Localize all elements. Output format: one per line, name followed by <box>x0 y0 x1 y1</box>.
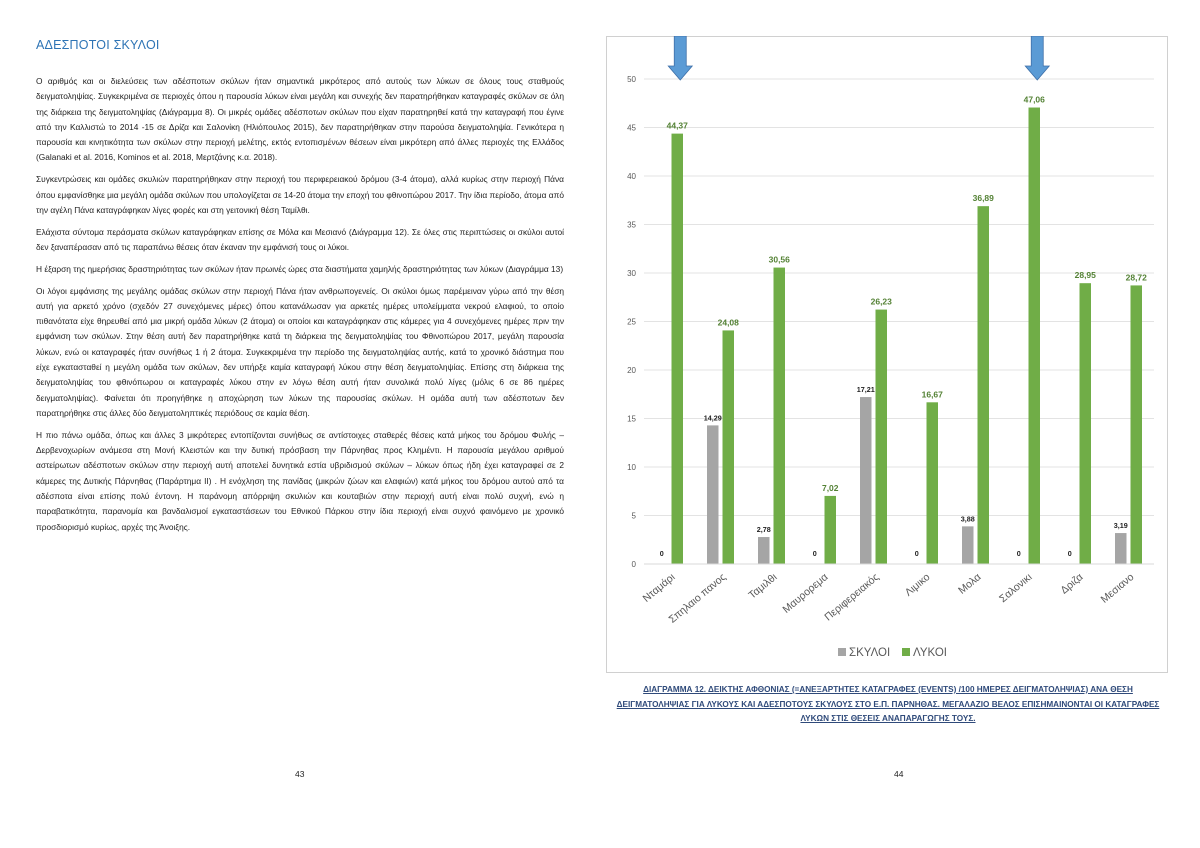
y-tick-label: 5 <box>631 511 636 521</box>
bar-wolves <box>723 330 735 564</box>
data-label-wolves: 47,06 <box>1023 94 1045 105</box>
legend-swatch-wolves <box>902 648 910 656</box>
data-label-dogs: 17,21 <box>856 385 875 395</box>
bar-wolves <box>978 206 990 564</box>
bar-wolves <box>876 310 888 564</box>
category-label: Νταμάρι <box>640 571 678 605</box>
y-tick-label: 30 <box>627 269 636 278</box>
bar-dogs <box>962 526 974 564</box>
body-text <box>36 74 564 541</box>
data-label-dogs: 3,19 <box>1113 521 1128 531</box>
bar-chart <box>606 36 1168 673</box>
section-title: ΑΔΕΣΠΟΤΟΙ ΣΚΥΛΟΙ <box>36 38 160 52</box>
paragraph: Ελάχιστα σύντομα περάσματα σκύλων καταγράφηκαν επίσης σε Μόλα και Μεσιανό (Διάγραμμα 12). Σε όλες στις περιπτώσεις οι σκύλοι αυτοί δεν ξαναπέρασαν από τις παραπάνω θέσεις όταν έκαναν την εμφάνισή τους οι λύκοι. <box>36 226 564 252</box>
data-label-wolves: 24,08 <box>717 317 739 328</box>
bar-dogs <box>1115 533 1127 564</box>
bar-wolves <box>927 402 939 564</box>
bar-wolves <box>672 134 684 564</box>
arrow-marker-icon <box>1025 36 1049 80</box>
figure-caption: ΔΙΑΓΡΑΜΜΑ 12. ΔΕΙΚΤΗΣ ΑΦΘΟΝΙΑΣ (=ΑΝΕΞΑΡΤΗΤΕΣ ΚΑΤΑΓΡΑΦΕΣ (EVENTS) /100 ΗΜΕΡΕΣ ΔΕΙΓΜΑΤΟΛΗΨΙΑΣ) ΑΝΑ ΘΕΣΗ ΔΕΙΓΜΑΤΟΛΗΨΙΑΣ ΓΙΑ ΛΥΚΟΥΣ ΚΑΙ ΑΔΕΣΠΟΤΟΥΣ ΣΚΥΛΟΥΣ ΣΤΟ Ε.Π. ΠΑΡΝΗΘΑΣ. ΜΕΓΑΛΑΖΙΟ ΒΕΛΟΣ ΕΠΙΣΗΜΑΙΝΟΝΤΑΙ ΟΙ ΚΑΤΑΓΡΑΦΕΣ ΛΥΚΩΝ ΣΤΙΣ ΘΕΣΕΙΣ ΑΝΑΠΑΡΑΓΩΓΗΣ ΤΟΥΣ. <box>616 685 1160 724</box>
bar-wolves <box>1029 108 1041 564</box>
y-tick-label: 20 <box>627 366 636 375</box>
category-label: Σαλονικι <box>997 571 1035 606</box>
page-number-left: 43 <box>295 769 305 779</box>
y-tick-label: 25 <box>627 317 636 327</box>
data-label-dogs: 3,88 <box>960 514 975 524</box>
paragraph: Η έξαρση της ημερήσιας δραστηριότητας των σκύλων ήταν πρωινές ώρες στα διαστήματα χαμηλής δραστηριότητας των λύκων (Διαγράμμα 13) <box>36 263 564 274</box>
y-tick-label: 10 <box>627 463 636 472</box>
data-label-wolves: 30,56 <box>768 254 790 265</box>
y-tick-label: 0 <box>631 560 636 569</box>
data-label-wolves: 26,23 <box>870 296 892 307</box>
data-label-dogs: 0 <box>812 549 817 558</box>
legend-label-dogs: ΣΚΥΛΟΙ <box>849 647 891 659</box>
paragraph: Συγκεντρώσεις και ομάδες σκυλιών παρατηρήθηκαν στην περιοχή του περιφερειακού δρόμου (3-4 άτομα), αλλά κυρίως στην περιοχή Πάνα όπου εμφανίσθηκε μια μεγάλη ομάδα σκύλων που υπολογίζεται σε 14-20 άτομα την εποχή του φθινοπώρου 2017. Την ίδια περίοδο, άτομα από την αγέλη Πάνα καταγράφηκαν λίγες φορές και στη γειτονική θέση Ταμίλθι. <box>36 174 564 215</box>
bar-wolves <box>774 268 786 564</box>
legend-label-wolves: ΛΥΚΟΙ <box>913 647 947 659</box>
bar-wolves <box>1080 283 1092 564</box>
data-label-dogs: 0 <box>914 549 919 558</box>
y-tick-label: 40 <box>627 172 636 181</box>
data-label-wolves: 44,37 <box>666 120 688 131</box>
category-label: Περιφερειακός <box>822 571 882 624</box>
y-tick-label: 15 <box>627 414 636 424</box>
bar-dogs <box>758 537 770 564</box>
category-label: Μολα <box>956 571 984 597</box>
arrow-marker-icon <box>668 36 692 80</box>
legend-swatch-dogs <box>838 648 846 656</box>
data-label-wolves: 16,67 <box>921 389 943 400</box>
data-label-dogs: 0 <box>659 549 664 558</box>
category-label: Μεσιανο <box>1098 571 1137 606</box>
y-tick-label: 50 <box>627 75 636 84</box>
data-label-dogs: 0 <box>1067 549 1072 558</box>
category-label: Λιμικο <box>902 571 933 599</box>
y-tick-label: 35 <box>627 220 636 230</box>
category-label: Μαυρορεμα <box>780 571 831 616</box>
y-tick-label: 45 <box>627 123 636 133</box>
bar-wolves <box>825 496 837 564</box>
page-number-right: 44 <box>894 769 904 779</box>
data-label-dogs: 14,29 <box>703 413 722 423</box>
bar-dogs <box>860 397 872 564</box>
bar-wolves <box>1131 285 1143 564</box>
data-label-wolves: 28,95 <box>1074 270 1096 281</box>
data-label-wolves: 7,02 <box>821 482 839 493</box>
category-label: Σπηλαιο πανος <box>666 571 729 626</box>
data-label-wolves: 28,72 <box>1125 272 1147 283</box>
data-label-dogs: 0 <box>1016 549 1021 558</box>
data-label-dogs: 2,78 <box>756 525 771 535</box>
data-label-wolves: 36,89 <box>972 193 994 204</box>
paragraph: Οι λόγοι εμφάνισης της μεγάλης ομάδας σκύλων στην περιοχή Πάνα ήταν ανθρωπογενείς. Οι σκύλοι όμως παρέμειναν γύρω από την θέση αυτή για αρκετό χρόνο (σχεδόν 27 συνεχόμενες μέρες) όπου κατανάλωσαν για αρκετές ημέρες υπολείμματα νεκρού ελαφιού, το οποίο πιθανότατα είχε θηρευθεί από μια μικρή ομάδα λύκων (2 άτομα) οι οποίοι και καταγράφηκαν στις κάμερες για 4 συνεχόμενες ημέρες πριν την εμφάνιση των σκύλων. Στην θέση αυτή δεν παρατηρήθηκε κατά τη διάρκεια της δειγματοληψίας του Φθινοπώρου 2017, μεγάλη παρουσία λύκων, ενώ οι καταγραφές ήταν συνήθως 1 ή 2 άτομα. Συγκεκριμένα την περίοδο της δειγματοληψίας αυτής, κατά το χρονικό διάστημα που είχε εγκατασταθεί η μεγάλη ομάδα των σκύλων, δεν υπήρξε καμία καταγραφή λύκου στην θέση δειγματοληψίας. Επίσης στη διάρκεια της δειγματοληψίας του φθινόπωρου οι καταγραφές λύκου στην εν λόγω θέση αυτή ήταν συνολικά πολύ λίγες (μόλις 6 σε 86 ημέρες δειγματοληψίας). Φαίνεται ότι προηγήθηκε η αποχώρηση των λύκων της παρουσίας σκύλων. Η ομάδα αυτή των αδέσποτων δεν παρατηρήθηκε στις άλλες δύο δειγματοληπτικές περιόδους σε καμία θέση. <box>36 285 564 418</box>
paragraph: Ο αριθμός και οι διελεύσεις των αδέσποτων σκύλων ήταν σημαντικά μικρότερος από αυτούς των λύκων σε όλους τους σταθμούς δειγματοληψίας. Συγκεκριμένα σε περιοχές όπου η παρουσία λύκων είναι μεγάλη και συνεχής δεν παρατηρήθηκαν καταγραφές σκύλων σε όλη της διάρκεια της δειγματοληψίας (Διάγραμμα 8). Οι μικρές ομάδες αδέσποτων σκύλων που είχαν παρατηρηθεί κατά την καταγραφή που έγινε από την Καλλιστώ το 2014 -15 σε Δρίζα και Σαλονίκη (Ηλιόπουλος 2015), δεν παρατηρήθηκαν στην παρούσα δειγματοληψία. Γενικότερα η παρουσία και κινητικότητα των σκύλων στην περιοχή μελέτης, εκτός εντοπισμένων θέσεων είναι μικρότερη από άλλες περιοχές της Ελλάδος (Galanaki et al. 2016, Kominos et al. 2018, Μερτζάνης κ.α. 2018). <box>36 76 564 163</box>
category-label: Δριζα <box>1058 571 1086 597</box>
bar-dogs <box>707 425 719 564</box>
paragraph: Η πιο πάνω ομάδα, όπως και άλλες 3 μικρότερες εντοπίζονται συνήθως σε αντίστοιχες σταθερές θέσεις κατά μήκος του δρόμου Φυλής – Δερβενοχωρίων ανάμεσα στη Μονή Κλειστών και την δυτική πρόσβαση την Πάρνηθας προς Κλημέντι. Η παρουσία μεγάλου αριθμού αστείρωτων αδέσποτων σκύλων στην περιοχή αυτή αποτελεί δυνητικά εστία υβριδισμού σκύλων – λύκων όπως ήδη έχει καταγραφεί σε 2 κάμερες της Δυτικής Πάρνηθας (Παράρτημα ΙΙ) . Η ενόχληση της πανίδας (μικρών ζώων και ελαφιών) κατά μήκος του δρόμου αυτού από τα αδέσποτα είναι επίσης πολύ έντονη. Η παράνομη απόρριψη σκυλιών και κουταβιών στην περιοχή αυτή είναι πολύ συχνή, ενώ η παραβατικότητα, παρανομία και βανδαλισμοί εγκαταστάσεων του Εθνικού Πάρκου στην ίδια περιοχή είναι συχνό φαινόμενο με χρονικό προσδιορισμό κυρίως, αρχές της Άνοιξης. <box>36 429 564 532</box>
category-label: Ταμιλθι <box>746 571 780 602</box>
